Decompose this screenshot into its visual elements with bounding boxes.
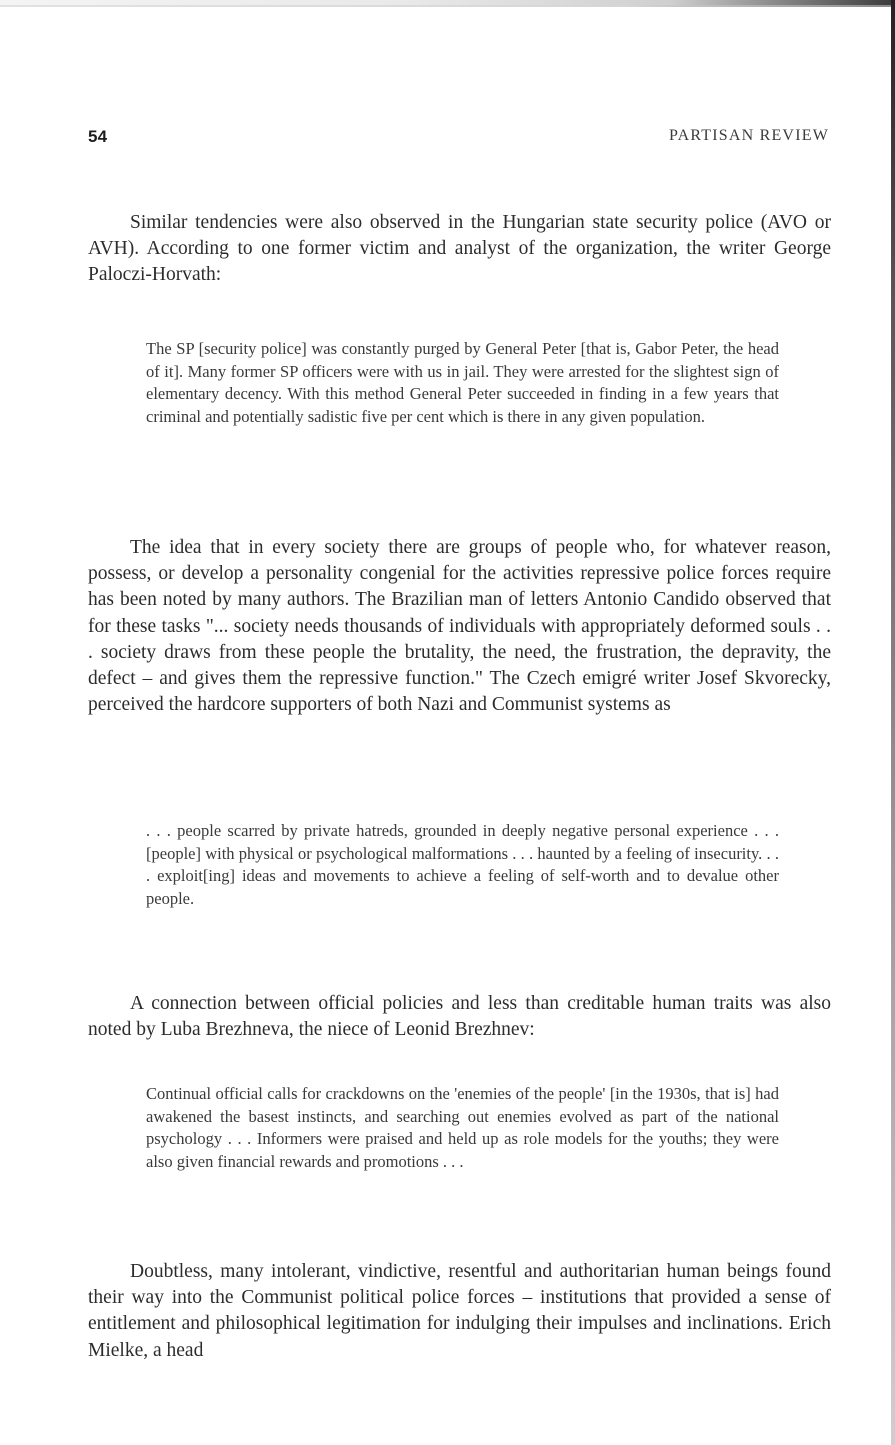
- block-quote-1: The SP [security police] was constantly purged by General Peter [that is, Gabor Peter, the head of it]. Many former SP officers were with us in jail. They were arrested for the slightest sign of elementary decency. With this method General Peter succeeded in finding in a few years that criminal and potentially sadistic five per cent which is there in any given population.: [146, 339, 779, 426]
- page-number: 54: [88, 127, 108, 146]
- body-paragraph-1: Similar tendencies were also observed in the Hungarian state security police (AVO or AVH). According to one former victim and analyst of the organization, the writer George Paloczi-Horvath:: [88, 212, 831, 286]
- block-quote-2: . . . people scarred by private hatreds, grounded in deeply negative personal experience . . . [people] with physical or psychological malformations . . . haunted by a feeling of insecurity. . . . exploit[ing] ideas and movements to achieve a feeling of self-worth and to devalue other people.: [146, 821, 779, 908]
- body-paragraph-4: Doubtless, many intolerant, vindictive, resentful and authoritarian human beings found their way into the Communist political police forces – institutions that provided a sense of entitlement and philosophical legitimation for indulging their impulses and inclinations. Erich Mielke, a head: [88, 1261, 831, 1361]
- page-top-edge: [0, 0, 895, 7]
- running-head: PARTISAN REVIEW: [668, 127, 829, 144]
- page-right-edge: [891, 0, 895, 1445]
- block-quote-3: Continual official calls for crackdowns on the 'enemies of the people' [in the 1930s, that is] had awakened the basest instincts, and searching out enemies evolved as part of the national psychology . . . Informers were praised and held up as role models for the youths; they were also given financial rewards and promotions . . .: [146, 1084, 779, 1171]
- body-paragraph-2: The idea that in every society there are groups of people who, for whatever reason, possess, or develop a personality congenial for the activities repressive police forces require has been noted by many authors. The Brazilian man of letters Antonio Candido observed that for these tasks "... society needs thousands of individuals with appropriately deformed souls . . . society draws from these people the brutality, the need, the frustration, the depravity, the defect – and gives them the repressive function." The Czech emigré writer Josef Skvorecky, perceived the hardcore supporters of both Nazi and Communist systems as: [88, 537, 831, 716]
- body-paragraph-3: A connection between official policies and less than creditable human traits was also noted by Luba Brezhneva, the niece of Leonid Brezhnev:: [88, 993, 831, 1041]
